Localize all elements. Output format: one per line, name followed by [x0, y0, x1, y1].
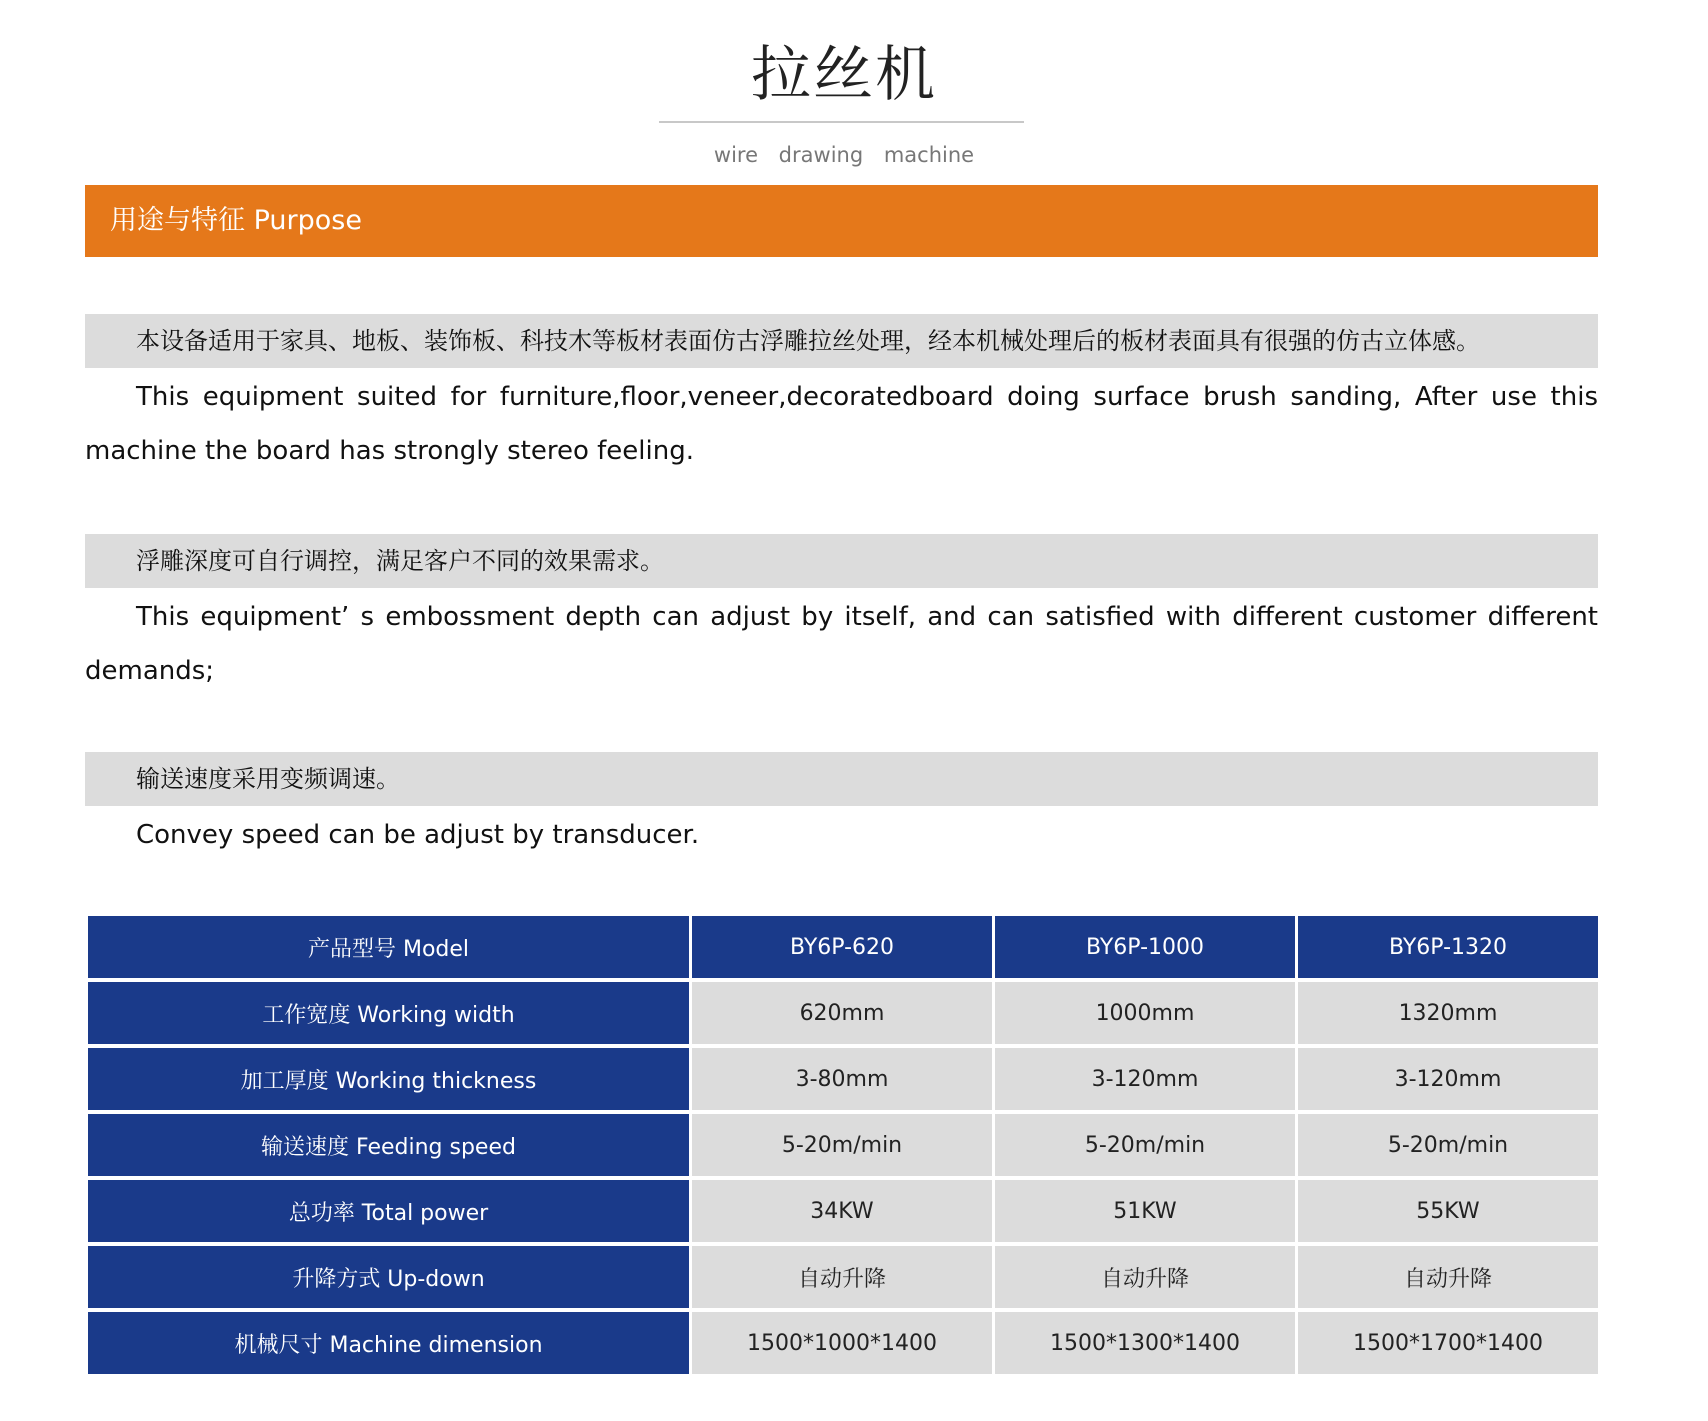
- header-cell-by6p-1000: BY6P-1000: [995, 916, 1295, 978]
- table-row: [88, 1312, 1598, 1374]
- table-cell: 自动升降: [1298, 1246, 1598, 1308]
- feature-2-zh: 浮雕深度可自行调控，满足客户不同的效果需求。: [85, 534, 1598, 588]
- row-label-working-thickness: 加工厚度 Working thickness: [88, 1048, 689, 1110]
- table-cell: 34KW: [692, 1180, 992, 1242]
- page-subtitle: wire drawing machine: [713, 143, 975, 167]
- row-label-total-power: 总功率 Total power: [88, 1180, 689, 1242]
- table-row: [88, 1180, 1598, 1242]
- table-cell: 5-20m/min: [692, 1114, 992, 1176]
- table-cell: 51KW: [995, 1180, 1295, 1242]
- table-cell: 620mm: [692, 982, 992, 1044]
- feature-3-zh: 输送速度采用变频调速。: [85, 752, 1598, 806]
- table-cell: 1000mm: [995, 982, 1295, 1044]
- page-title: 拉丝机: [751, 40, 937, 110]
- spec-table-header-row: [88, 916, 1598, 978]
- table-cell: 5-20m/min: [995, 1114, 1295, 1176]
- table-cell: 3-120mm: [995, 1048, 1295, 1110]
- header-cell-by6p-1320: BY6P-1320: [1298, 916, 1598, 978]
- row-label-working-width: 工作宽度 Working width: [88, 982, 689, 1044]
- table-cell: 55KW: [1298, 1180, 1598, 1242]
- row-label-up-down: 升降方式 Up-down: [88, 1246, 689, 1308]
- table-cell: 1320mm: [1298, 982, 1598, 1044]
- spec-table: [85, 912, 1601, 1378]
- feature-3-en: Convey speed can be adjust by transducer.: [136, 820, 700, 850]
- table-cell: 自动升降: [995, 1246, 1295, 1308]
- row-label-feeding-speed: 输送速度 Feeding speed: [88, 1114, 689, 1176]
- row-label-machine-dimension: 机械尺寸 Machine dimension: [88, 1312, 689, 1374]
- header-cell-model: 产品型号 Model: [88, 916, 689, 978]
- table-cell: 1500*1700*1400: [1298, 1312, 1598, 1374]
- table-row: [88, 1114, 1598, 1176]
- feature-2-en: This equipment’ s embossment depth can adjust by itself, and can satisfied with different customer different demands;: [85, 602, 1598, 686]
- table-cell: 自动升降: [692, 1246, 992, 1308]
- table-row: [88, 1246, 1598, 1308]
- table-cell: 3-120mm: [1298, 1048, 1598, 1110]
- table-cell: 1500*1300*1400: [995, 1312, 1295, 1374]
- feature-1-zh: 本设备适用于家具、地板、装饰板、科技木等板材表面仿古浮雕拉丝处理，经本机械处理后的板材表面具有很强的仿古立体感。: [85, 314, 1598, 368]
- section-heading-purpose: 用途与特征 Purpose: [85, 185, 1598, 257]
- header-cell-by6p-620: BY6P-620: [692, 916, 992, 978]
- feature-1-en: This equipment suited for furniture,floor,veneer,decoratedboard doing surface brush sanding, After use this machine the board has strongly stereo feeling.: [85, 382, 1598, 466]
- table-row: [88, 982, 1598, 1044]
- title-divider: [659, 121, 1024, 123]
- table-cell: 5-20m/min: [1298, 1114, 1598, 1176]
- table-cell: 3-80mm: [692, 1048, 992, 1110]
- table-cell: 1500*1000*1400: [692, 1312, 992, 1374]
- table-row: [88, 1048, 1598, 1110]
